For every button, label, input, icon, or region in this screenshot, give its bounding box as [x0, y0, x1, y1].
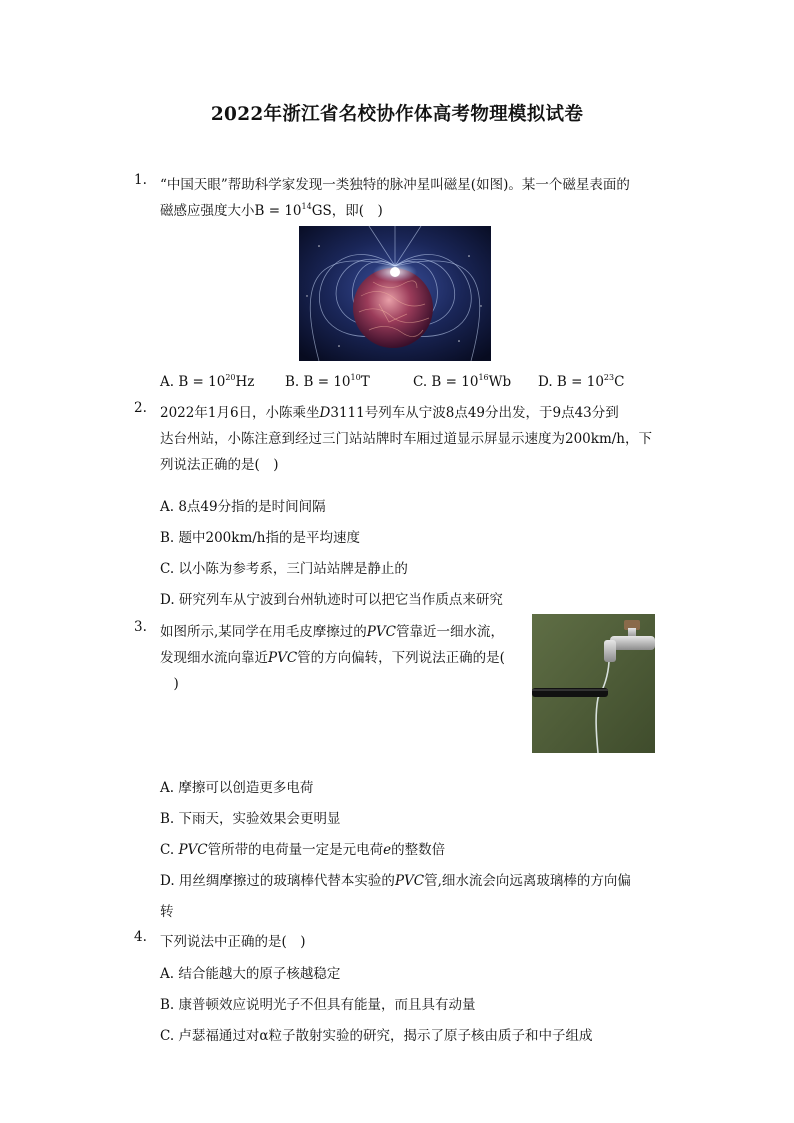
question-stem-line: 如图所示,某同学在用毛皮摩擦过的PVC管靠近一细水流，	[160, 624, 504, 640]
option-d[interactable]: D. 研究列车从宁波到台州轨迹时可以把它当作质点来研究	[160, 592, 503, 608]
option-c[interactable]: C. 卢瑟福通过对α粒子散射实验的研究，揭示了原子核由质子和中子组成	[160, 1028, 593, 1044]
question-stem-line: “中国天眼”帮助科学家发现一类独特的脉冲星叫磁星(如图)。某一个磁星表面的	[160, 177, 630, 193]
faucet-water-stream-photo-icon	[532, 614, 655, 753]
question-3	[134, 619, 534, 697]
question-number: 2.	[134, 400, 147, 416]
option-d[interactable]: D. 用丝绸摩擦过的玻璃棒代替本实验的PVC管,细水流会向远离玻璃棒的方向偏 转	[160, 873, 631, 920]
question-number: 1.	[134, 172, 147, 188]
page-title: 2022年浙江省名校协作体高考物理模拟试卷	[210, 104, 584, 125]
option-a[interactable]: A. $B = 10^{20}Hz$	[160, 373, 255, 390]
question-stem-line: 2022年1月6日，小陈乘坐D3111号列车从宁波8点49分出发，于9点43分到	[160, 405, 619, 421]
option-b[interactable]: B. 题中200km/h指的是平均速度	[160, 530, 360, 546]
option-a[interactable]: A. 8点49分指的是时间间隔	[160, 499, 326, 515]
question-4	[134, 929, 664, 955]
question-stem-line: 发现细水流向靠近PVC管的方向偏转，下列说法正确的是(	[160, 650, 505, 666]
option-b[interactable]: B. 下雨天，实验效果会更明显	[160, 811, 341, 827]
question-stem-line: 磁感应强度大小$B = 10^{14}GS$，即( )	[160, 202, 383, 219]
question-number: 4.	[134, 929, 147, 945]
option-c[interactable]: C. PVC管所带的电荷量一定是元电荷e的整数倍	[160, 842, 446, 858]
question-stem-line: 下列说法中正确的是( )	[160, 934, 306, 950]
option-d[interactable]: D. $B = 10^{23}C$	[538, 373, 625, 390]
option-a[interactable]: A. 结合能越大的原子核越稳定	[160, 966, 341, 982]
question-1	[134, 172, 664, 224]
question-stem-line: 达台州站，小陈注意到经过三门站站牌时车厢过道显示屏显示速度为200km/h，下	[160, 431, 652, 447]
magnetar-illustration-icon	[299, 226, 491, 361]
question-2	[134, 400, 664, 478]
option-c[interactable]: C. 以小陈为参考系，三门站站牌是静止的	[160, 561, 408, 577]
question-stem-line: )	[160, 676, 179, 692]
option-b[interactable]: B. 康普顿效应说明光子不但具有能量，而且具有动量	[160, 997, 476, 1013]
option-a[interactable]: A. 摩擦可以创造更多电荷	[160, 780, 314, 796]
option-c[interactable]: C. $B = 10^{16}Wb$	[413, 373, 512, 390]
option-b[interactable]: B. $B = 10^{10}T$	[285, 373, 370, 390]
question-stem-line: 列说法正确的是( )	[160, 457, 279, 473]
question-number: 3.	[134, 619, 147, 635]
